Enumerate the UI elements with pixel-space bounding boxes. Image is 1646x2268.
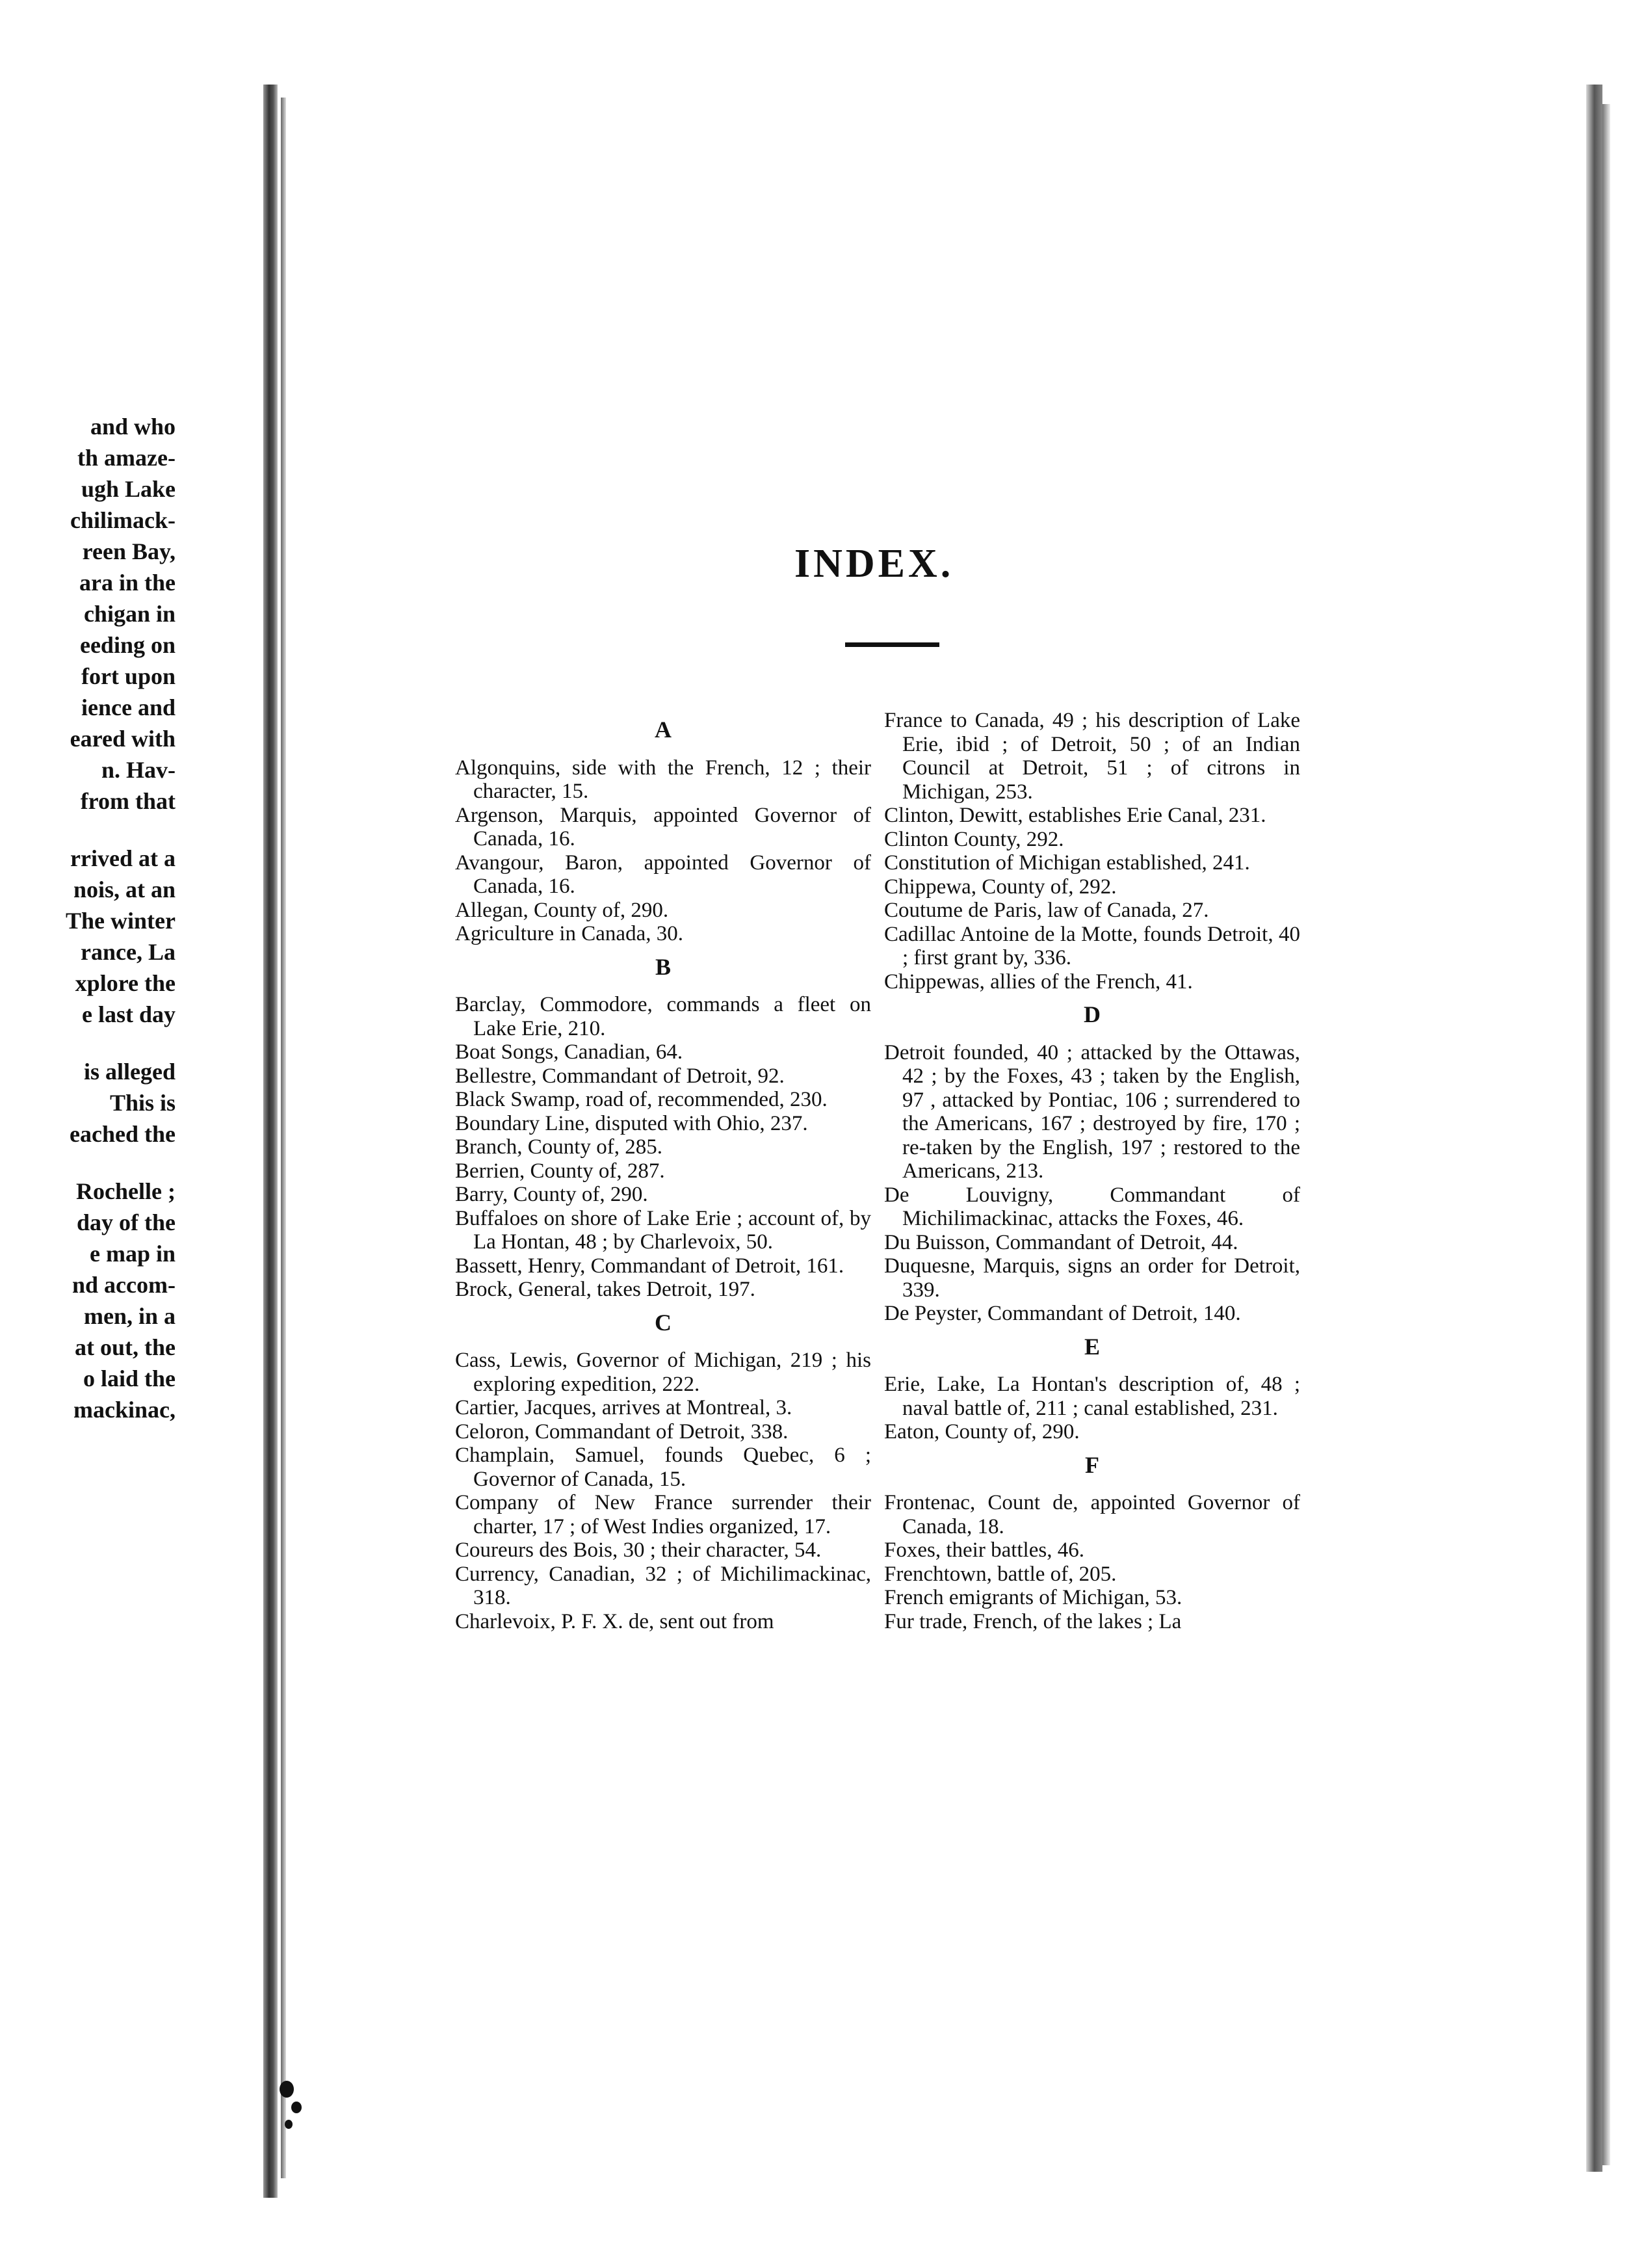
index-letter-heading: C <box>655 1309 672 1336</box>
index-entry: French emigrants of Michigan, 53. <box>884 1586 1182 1609</box>
index-column-right <box>884 709 1300 1633</box>
index-column-left <box>455 709 871 1633</box>
index-entry: Argenson, Marquis, appointed Governor of Canada, 16. <box>455 803 871 850</box>
page-edge-shadow <box>1602 104 1610 2165</box>
index-letter-heading: A <box>655 717 672 743</box>
facing-page-line: e last day <box>82 1001 176 1027</box>
index-entry: Chippewa, County of, 292. <box>884 875 1117 899</box>
index-entry: Boundary Line, disputed with Ohio, 237. <box>455 1111 808 1135</box>
index-entry: Barclay, Commodore, commands a fleet on Lake Erie, 210. <box>455 993 871 1040</box>
facing-page-line: chigan in <box>83 601 176 627</box>
index-entry: Clinton County, 292. <box>884 827 1064 851</box>
index-letter-heading: D <box>1084 1001 1101 1027</box>
index-entry: Bassett, Henry, Commandant of Detroit, 161. <box>455 1254 844 1278</box>
index-entry: Detroit founded, 40 ; attacked by the Ottawas, 42 ; by the Foxes, 43 ; taken by the English, 97 , attacked by Pontiac, 106 ; surrendered to the Americans, 167 ; destroyed by fire, 170 ; re-taken by the English, 197 ; restored to the Americans, 213. <box>884 1040 1300 1183</box>
book-gutter-inner <box>281 98 286 2178</box>
facing-page <box>0 0 273 2268</box>
index-entry: Avangour, Baron, appointed Governor of Canada, 16. <box>455 850 871 898</box>
facing-page-line: e map in <box>89 1241 176 1267</box>
ink-blot <box>291 2102 302 2113</box>
index-letter-heading: B <box>655 953 671 980</box>
index-entry: Buffaloes on shore of Lake Erie ; account of, by La Hontan, 48 ; by Charlevoix, 50. <box>455 1206 871 1254</box>
index-entry: Cartier, Jacques, arrives at Montreal, 3. <box>455 1396 792 1419</box>
facing-page-line: men, in a <box>83 1303 176 1329</box>
index-entry: Frontenac, Count de, appointed Governor of Canada, 18. <box>884 1491 1300 1538</box>
facing-page-line: eached the <box>70 1121 176 1147</box>
index-entry: Champlain, Samuel, founds Quebec, 6 ; Governor of Canada, 15. <box>455 1444 871 1491</box>
ink-blot <box>280 2081 294 2098</box>
index-entry: Cass, Lewis, Governor of Michigan, 219 ; his exploring expedition, 222. <box>455 1349 871 1396</box>
facing-page-line: is alleged <box>84 1059 176 1085</box>
facing-page-line: reen Bay, <box>82 538 176 564</box>
facing-page-line: nd accom- <box>72 1272 176 1298</box>
index-entry: Allegan, County of, 290. <box>455 898 669 922</box>
page-edge <box>1586 85 1602 2172</box>
facing-page-line: ara in the <box>79 570 176 596</box>
index-entry: Bellestre, Commandant of Detroit, 92. <box>455 1064 785 1088</box>
index-entry: Clinton, Dewitt, establishes Erie Canal, 231. <box>884 804 1266 827</box>
facing-page-line: mackinac, <box>73 1397 176 1423</box>
facing-page-line: and who <box>90 414 176 440</box>
index-entry: Barry, County of, 290. <box>455 1183 648 1206</box>
facing-page-line: o laid the <box>83 1365 176 1391</box>
index-entry: Black Swamp, road of, recommended, 230. <box>455 1088 828 1111</box>
facing-page-line: eeding on <box>79 632 176 658</box>
facing-page-line: rrived at a <box>70 845 176 871</box>
facing-page-line: th amaze- <box>77 445 176 471</box>
facing-page-line: nois, at an <box>73 877 176 903</box>
facing-page-line: This is <box>109 1090 176 1116</box>
index-entry: Branch, County of, 285. <box>455 1135 662 1159</box>
index-entry: Company of New France surrender their charter, 17 ; of West Indies organized, 17. <box>455 1491 871 1538</box>
index-entry: Fur trade, French, of the lakes ; La <box>884 1609 1182 1633</box>
facing-page-line: chilimack- <box>70 507 176 533</box>
index-entry: Foxes, their battles, 46. <box>884 1538 1084 1562</box>
index-letter-heading: F <box>1085 1451 1099 1478</box>
index-entry: Charlevoix, P. F. X. de, sent out from <box>455 1609 774 1633</box>
page-title: INDEX. <box>794 542 954 586</box>
title-rule <box>845 642 939 647</box>
index-entry: Du Buisson, Commandant of Detroit, 44. <box>884 1230 1238 1254</box>
facing-page-line: fort upon <box>81 663 176 689</box>
index-entry-continuation: France to Canada, 49 ; his description of Lake Erie, ibid ; of Detroit, 50 ; of an Indian Council at Detroit, 51 ; of citrons in Michigan, 253. <box>884 709 1300 804</box>
facing-page-line: at out, the <box>75 1334 176 1360</box>
facing-page-line: ience and <box>81 694 176 720</box>
index-entry: Erie, Lake, La Hontan's description of, 48 ; naval battle of, 211 ; canal established, 231. <box>884 1373 1300 1420</box>
facing-page-line: from that <box>80 788 176 814</box>
index-entry: Agriculture in Canada, 30. <box>455 922 683 945</box>
facing-page-line: rance, La <box>81 939 176 965</box>
facing-page-line: xplore the <box>75 970 176 996</box>
index-entry: Brock, General, takes Detroit, 197. <box>455 1278 755 1301</box>
facing-page-line: ugh Lake <box>81 476 176 502</box>
index-entry: Currency, Canadian, 32 ; of Michilimackinac, 318. <box>455 1562 871 1609</box>
ink-blot <box>285 2120 293 2129</box>
index-entry: De Peyster, Commandant of Detroit, 140. <box>884 1302 1241 1325</box>
index-entry: Cadillac Antoine de la Motte, founds Detroit, 40 ; first grant by, 336. <box>884 922 1300 969</box>
index-entry: Chippewas, allies of the French, 41. <box>884 969 1193 994</box>
facing-page-line: The winter <box>66 908 176 934</box>
index-entry: Coutume de Paris, law of Canada, 27. <box>884 899 1209 922</box>
facing-page-line: n. Hav- <box>101 757 176 783</box>
index-letter-heading: E <box>1084 1333 1100 1360</box>
index-entry: Coureurs des Bois, 30 ; their character, 54. <box>455 1538 822 1562</box>
facing-page-line: day of the <box>77 1209 176 1235</box>
index-entry: De Louvigny, Commandant of Michilimackinac, attacks the Foxes, 46. <box>884 1183 1300 1230</box>
book-gutter <box>263 85 278 2198</box>
index-entry: Frenchtown, battle of, 205. <box>884 1562 1117 1586</box>
index-entry: Celoron, Commandant of Detroit, 338. <box>455 1419 789 1444</box>
facing-page-line: eared with <box>70 726 176 752</box>
facing-page-line: Rochelle ; <box>76 1178 176 1204</box>
index-entry: Berrien, County of, 287. <box>455 1159 665 1183</box>
index-entry: Algonquins, side with the French, 12 ; their character, 15. <box>455 756 871 803</box>
index-entry: Constitution of Michigan established, 241. <box>884 851 1250 875</box>
index-entry: Eaton, County of, 290. <box>884 1420 1080 1444</box>
index-entry: Boat Songs, Canadian, 64. <box>455 1040 683 1064</box>
index-entry: Duquesne, Marquis, signs an order for Detroit, 339. <box>884 1254 1300 1302</box>
